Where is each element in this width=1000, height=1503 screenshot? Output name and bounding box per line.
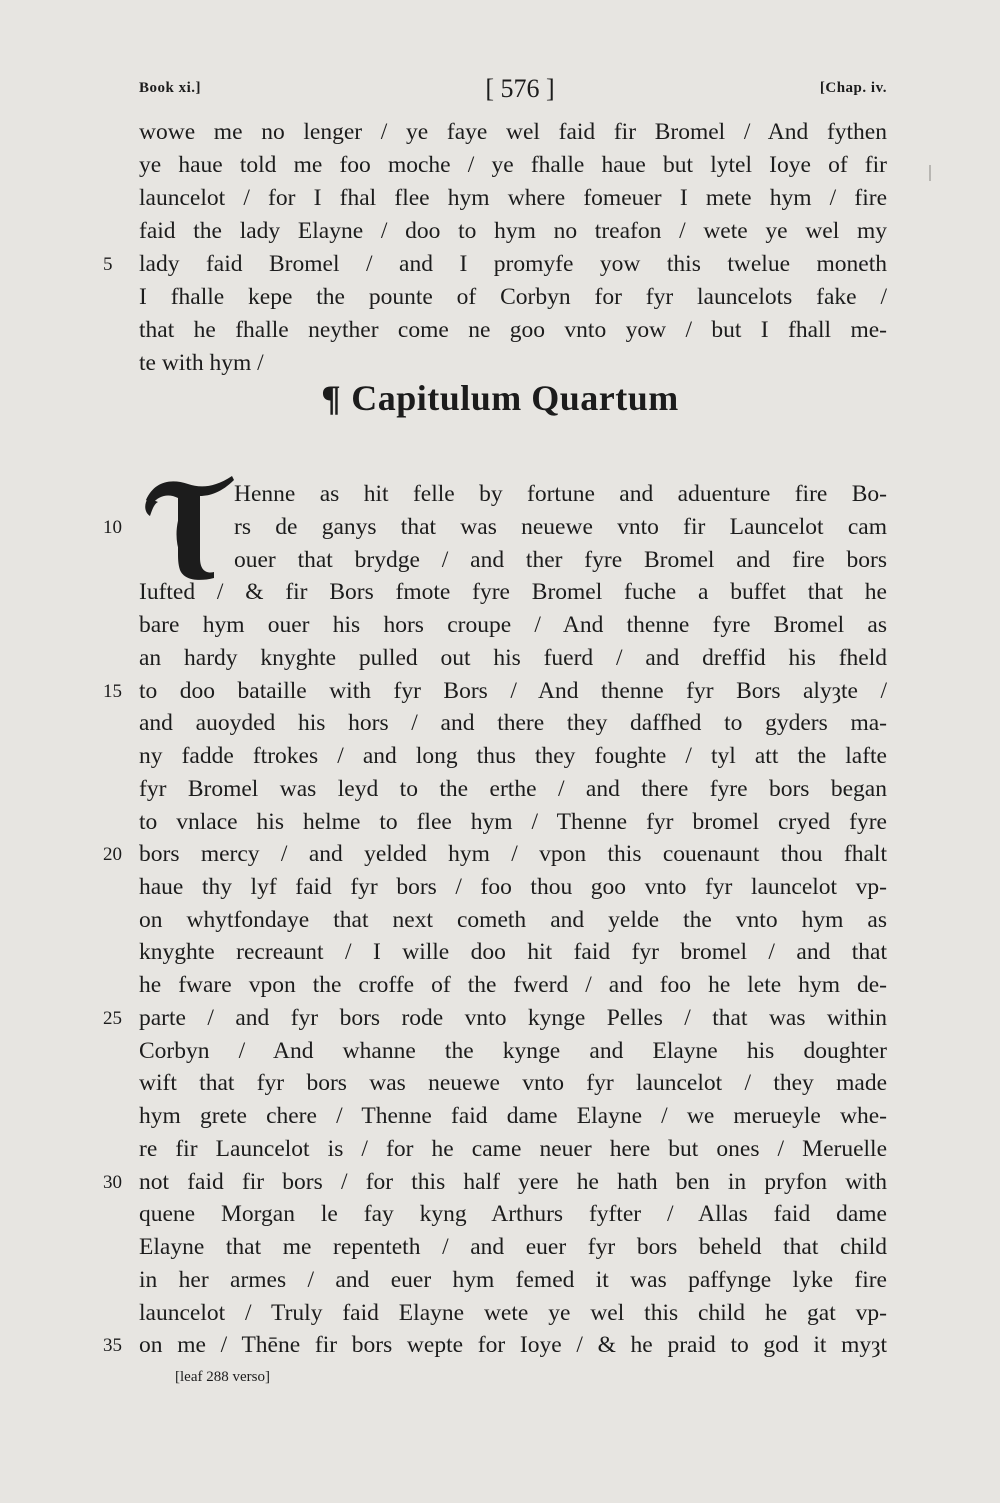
line-number: 15 (103, 681, 122, 702)
text-line: haue thy lyf faid fyr bors / foo thou goo vnto fyr launcelot vp- (139, 874, 887, 900)
text-line: wift that fyr bors was neuewe vnto fyr launcelot / they made (139, 1070, 887, 1096)
paragraph-mark-icon: ¶ (321, 378, 342, 418)
text-line: te with hym / (139, 350, 264, 376)
chapter-heading (0, 374, 1000, 422)
drop-cap (140, 474, 236, 584)
text-line: an hardy knyghte pulled out his fuerd / and dreffid his fheld (139, 645, 887, 671)
text-line: he fware vpon the croffe of the fwerd / and foo he lete hym de- (139, 972, 887, 998)
text-line: launcelot / for I fhal flee hym where fomeuer I mete hym / fire (139, 185, 887, 211)
text-line: bare hym ouer his hors croupe / And thenne fyre Bromel as (139, 612, 887, 638)
text-line: Henne as hit felle by fortune and aduenture fire Bo- (234, 481, 887, 507)
text-line: bors mercy / and yelded hym / vpon this couenaunt thou fhalt (139, 841, 887, 867)
text-line: on me / Thēne fir bors wepte for Ioye / & he praid to god it myȝt (139, 1332, 887, 1358)
text-line: ny fadde ftrokes / and long thus they foughte / tyl att the lafte (139, 743, 887, 769)
text-line: ye haue told me foo moche / ye fhalle haue but lytel Ioye of fir (139, 152, 887, 178)
text-line: and auoyded his hors / and there they daffhed to gyders ma- (139, 710, 887, 736)
text-line: parte / and fyr bors rode vnto kynge Pelles / that was within (139, 1005, 887, 1031)
text-line: Corbyn / And whanne the kynge and Elayne his doughter (139, 1038, 887, 1064)
drop-cap-t-icon (140, 474, 236, 584)
line-number: 30 (103, 1172, 122, 1193)
text-line: to doo bataille with fyr Bors / And thenne fyr Bors alyȝte / (139, 678, 887, 704)
text-line: on whytfondaye that next cometh and yelde the vnto hym as (139, 907, 887, 933)
text-line: launcelot / Truly faid Elayne wete ye wel this child he gat vp- (139, 1300, 887, 1326)
margin-mark (929, 165, 931, 181)
text-line: that he fhalle neyther come ne goo vnto yow / but I fhall me- (139, 317, 887, 343)
running-header (0, 74, 1000, 110)
text-line: lady faid Bromel / and I promyfe yow this twelue moneth (139, 251, 887, 277)
text-line: Iufted / & fir Bors fmote fyre Bromel fuche a buffet that he (139, 579, 887, 605)
leaf-note: [leaf 288 verso] (175, 1369, 270, 1385)
text-line: fyr Bromel was leyd to the erthe / and there fyre bors began (139, 776, 887, 802)
text-line: I fhalle kepe the pounte of Corbyn for fyr launcelots fake / (139, 284, 887, 310)
chapter-title: Capitulum Quartum (351, 378, 679, 418)
text-line: quene Morgan le fay kyng Arthurs fyfter / Allas faid dame (139, 1201, 887, 1227)
text-line: hym grete chere / Thenne faid dame Elayne / we merueyle whe- (139, 1103, 887, 1129)
line-number: 5 (103, 254, 113, 275)
text-line: knyghte recreaunt / I wille doo hit faid fyr bromel / and that (139, 939, 887, 965)
book-label: Book xi.] (139, 80, 202, 96)
text-line: in her armes / and euer hym femed it was paffynge lyke fire (139, 1267, 887, 1293)
text-line: faid the lady Elayne / doo to hym no treafon / wete ye wel my (139, 218, 887, 244)
page-number: [ 576 ] (485, 74, 555, 103)
text-line: ouer that brydge / and ther fyre Bromel and fire bors (234, 547, 887, 573)
text-line: to vnlace his helme to flee hym / Thenne fyr bromel cryed fyre (139, 809, 887, 835)
text-line: re fir Launcelot is / for he came neuer here but ones / Meruelle (139, 1136, 887, 1162)
line-number: 20 (103, 844, 122, 865)
text-line: rs de ganys that was neuewe vnto fir Launcelot cam (234, 514, 887, 540)
line-number: 35 (103, 1335, 122, 1356)
line-number: 25 (103, 1008, 122, 1029)
text-line: not faid fir bors / for this half yere he hath ben in pryfon with (139, 1169, 887, 1195)
text-line: wowe me no lenger / ye faye wel faid fir Bromel / And fythen (139, 119, 887, 145)
text-line: Elayne that me repenteth / and euer fyr bors beheld that child (139, 1234, 887, 1260)
line-number: 10 (103, 517, 122, 538)
chapter-label: [Chap. iv. (819, 80, 887, 96)
